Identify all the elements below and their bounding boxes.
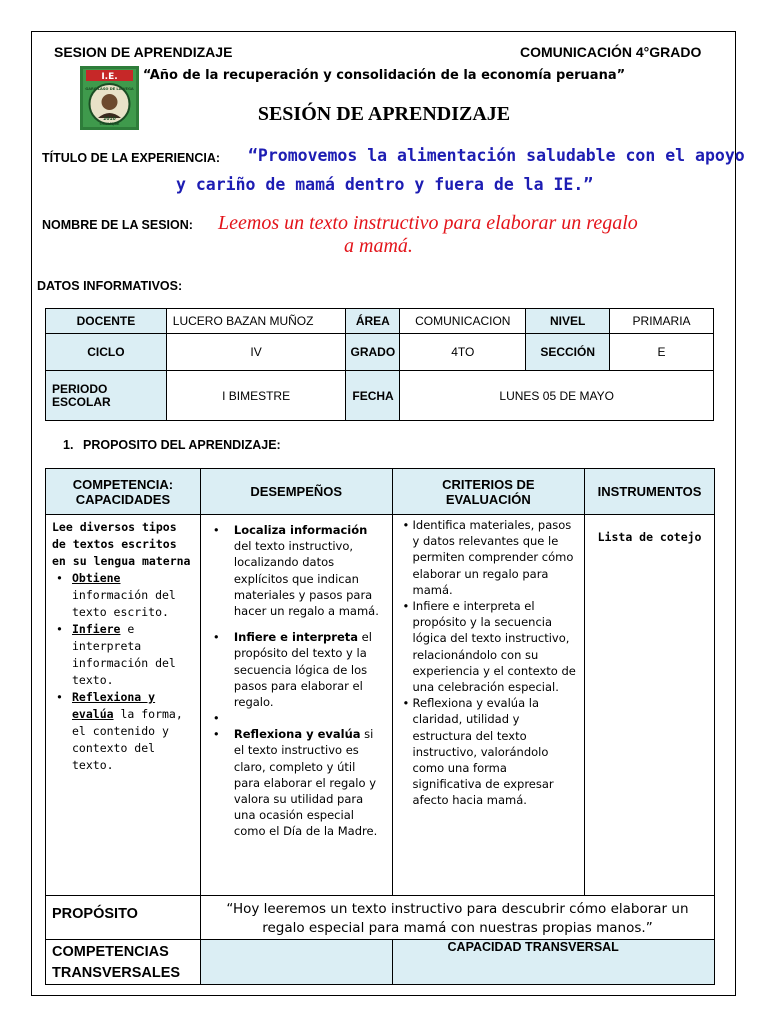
- periodo-value: I BIMESTRE: [166, 371, 346, 421]
- head-criterios-line2: EVALUACIÓN: [445, 491, 531, 507]
- empty-bullet: [209, 710, 384, 726]
- seccion-label: SECCIÓN: [526, 334, 610, 371]
- ciclo-value: IV: [166, 334, 346, 371]
- logo-number: 2010: [103, 117, 116, 122]
- experience-title-line2: y cariño de mamá dentro y fuera de la IE.”: [176, 175, 594, 194]
- cap3-bold: Reflexiona y evalúa: [72, 690, 156, 721]
- session-name-line1: Leemos un texto instructivo para elaborar un regalo: [218, 212, 638, 234]
- des3-rest: si el texto instructivo es claro, completo y útil para elaborar el regalo y valora su utilidad para una ocasión especial como el Día de la Madre.: [233, 727, 378, 839]
- cap1-rest: información del texto escrito.: [72, 588, 176, 619]
- des3-bold: Reflexiona y evalúa: [233, 727, 361, 742]
- comp-trans-line1: COMPETENCIAS: [52, 944, 169, 960]
- section1-title: PROPOSITO DEL APRENDIZAJE:: [83, 438, 281, 452]
- des2-rest: el propósito del texto y la secuencia lógica de los pasos para elaborar el regalo.: [233, 630, 372, 710]
- head-criterios: [392, 469, 585, 515]
- instrumento-value: Lista de cotejo: [597, 530, 702, 544]
- competencia-intro: Lee diversos tipos de textos escritos en su lengua materna: [52, 520, 191, 568]
- cap1-bold: Obtiene: [72, 571, 121, 585]
- desempeno-item: [209, 629, 384, 710]
- competencias-transversales-label: [46, 940, 201, 985]
- criterio-item: • Reflexiona y evalúa la claridad, utilidad y estructura del texto instructivo, valorándolo como una forma significativa de expresar afecto hacia mamá.: [403, 695, 577, 808]
- docente-label: DOCENTE: [46, 309, 167, 334]
- page-title: SESIÓN DE APRENDIZAJE: [257, 103, 511, 125]
- fecha-label: FECHA: [346, 371, 400, 421]
- info-table: [45, 308, 714, 421]
- header-left: SESION DE APRENDIZAJE: [54, 44, 233, 60]
- instrumentos-cell: [585, 515, 715, 896]
- seccion-value: E: [610, 334, 714, 371]
- logo-top-text: I.E.: [101, 72, 118, 82]
- grado-value: 4TO: [400, 334, 526, 371]
- nivel-value: PRIMARIA: [610, 309, 714, 334]
- header-right: COMUNICACIÓN 4°GRADO: [520, 44, 702, 60]
- head-criterios-line1: CRITERIOS DE: [442, 476, 535, 492]
- competencia-cell: [46, 515, 201, 896]
- cap2-rest: e interpreta información del texto.: [72, 622, 176, 687]
- nivel-label: NIVEL: [526, 309, 610, 334]
- proposito-label: PROPÓSITO: [46, 896, 201, 940]
- area-value: COMUNICACION: [400, 309, 526, 334]
- capacidad-item: [52, 570, 197, 621]
- criterio-item: • Identifica materiales, pasos y datos relevantes que le permiten comprender cómo elaborar un regalo para mamá.: [403, 517, 577, 598]
- purpose-table: [45, 468, 715, 985]
- head-competencia-line1: COMPETENCIA:: [72, 476, 174, 492]
- session-name-line2: a mamá.: [344, 235, 413, 257]
- session-label: NOMBRE DE LA SESION:: [42, 218, 193, 232]
- grado-label: GRADO: [346, 334, 400, 371]
- comp-trans-line2: TRANSVERSALES: [52, 965, 181, 981]
- des1-rest: del texto instructivo, localizando datos explícitos que indican materiales y pasos para hacer un regalo a mamá.: [233, 539, 379, 619]
- ciclo-label: CICLO: [46, 334, 167, 371]
- experience-label: TÍTULO DE LA EXPERIENCIA:: [42, 151, 221, 165]
- desempeno-item: [209, 726, 384, 839]
- capacidad-item: [52, 621, 197, 689]
- comp-trans-value: [200, 940, 392, 985]
- cap3-rest: la forma, el contenido y contexto del texto.: [72, 707, 183, 772]
- criterio-item: • Infiere e interpreta el propósito y la secuencia lógica del texto instructivo, relacionándolo con su experiencia y el contexto de una celebración especial.: [403, 598, 577, 695]
- periodo-label-line2: ESCOLAR: [52, 394, 111, 409]
- proposito-text: “Hoy leeremos un texto instructivo para descubrir cómo elaborar un regalo especial para mamá con nuestras propias manos.”: [200, 896, 714, 940]
- capacidad-transversal-label: CAPACIDAD TRANSVERSAL: [392, 940, 714, 985]
- cap2-bold: Infiere: [72, 622, 121, 636]
- section1-number: 1.: [63, 438, 74, 452]
- datos-title: DATOS INFORMATIVOS:: [37, 279, 183, 293]
- docente-value: LUCERO BAZAN MUÑOZ: [166, 309, 346, 334]
- desempenos-cell: [200, 515, 392, 896]
- desempeno-item: [209, 522, 384, 619]
- head-competencia: [46, 469, 201, 515]
- motto: “Año de la recuperación y consolidación de la economía peruana”: [142, 68, 626, 83]
- des1-bold: Localiza información: [233, 523, 368, 537]
- des2-bold: Infiere e interpreta: [233, 630, 359, 645]
- criterios-cell: [392, 515, 585, 896]
- experience-title-line1: “Promovemos la alimentación saludable con el apoyo: [248, 146, 745, 165]
- fecha-value: LUNES 05 DE MAYO: [400, 371, 714, 421]
- head-instrumentos: INSTRUMENTOS: [585, 469, 715, 515]
- capacidad-item: [52, 689, 197, 774]
- area-label: ÁREA: [346, 309, 400, 334]
- periodo-label: [46, 371, 167, 421]
- head-desempenos: DESEMPEÑOS: [200, 469, 392, 515]
- periodo-label-line1: PERIODO: [52, 381, 108, 396]
- head-competencia-line2: CAPACIDADES: [75, 491, 171, 507]
- logo-place: COLLIQUE: [99, 122, 120, 126]
- logo-ring-text: GARCILASO DE LA VEGA: [85, 87, 134, 91]
